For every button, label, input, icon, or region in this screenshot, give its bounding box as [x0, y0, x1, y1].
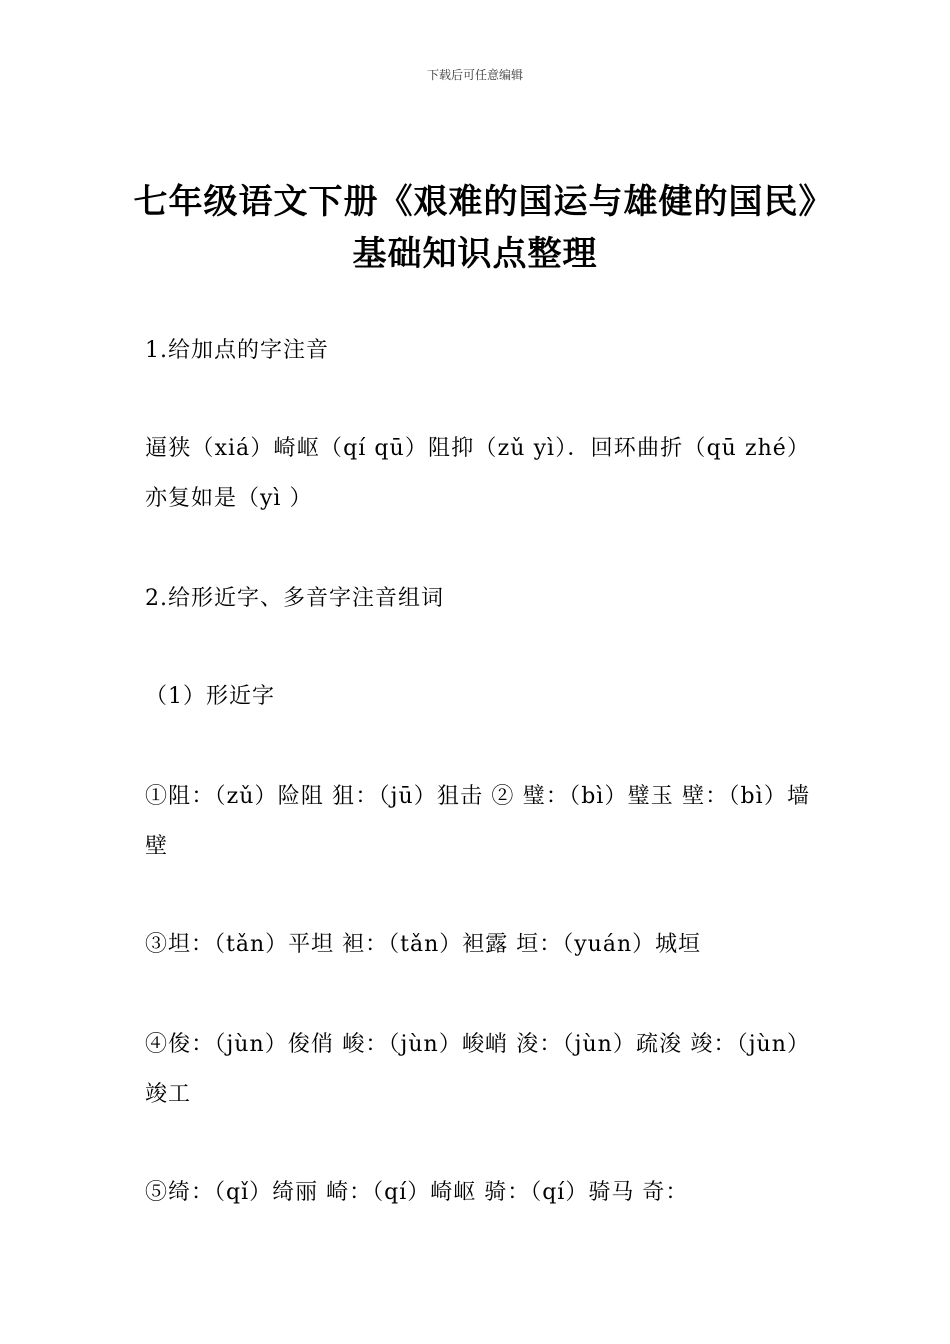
paragraph-pinyin-list: 逼狭（xiá）崎岖（qí qū）阻抑（zǔ yì）．回环曲折（qū zhé）亦复如是（yì ） — [145, 436, 810, 511]
header-note: 下载后可任意编辑 — [426, 68, 523, 82]
paragraph-heading-1: 1.给加点的字注音 — [145, 338, 329, 363]
paragraph-item-4: ④俊：（jùn）俊俏 峻：（jùn）峻峭 浚：（jùn）疏浚 竣：（jùn）竣工 — [145, 1032, 810, 1107]
paragraph-item-1-2: ①阻：（zǔ）险阻 狙：（jū）狙击 ② 璧：（bì）璧玉 壁：（bì）墙壁 — [145, 784, 810, 859]
paragraph-heading-2: 2.给形近字、多音字注音组词 — [145, 586, 444, 611]
paragraph-item-3: ③坦：（tǎn）平坦 袒：（tǎn）袒露 垣：（yuán）城垣 — [145, 932, 702, 957]
document-title: 七年级语文下册《艰难的国运与雄健的国民》基础知识点整理 — [133, 182, 817, 274]
paragraph-subheading-1: （1）形近字 — [145, 684, 275, 709]
paragraph-item-5: ⑤绮：（qǐ）绮丽 崎：（qí）崎岖 骑：（qí）骑马 奇： — [145, 1180, 689, 1205]
